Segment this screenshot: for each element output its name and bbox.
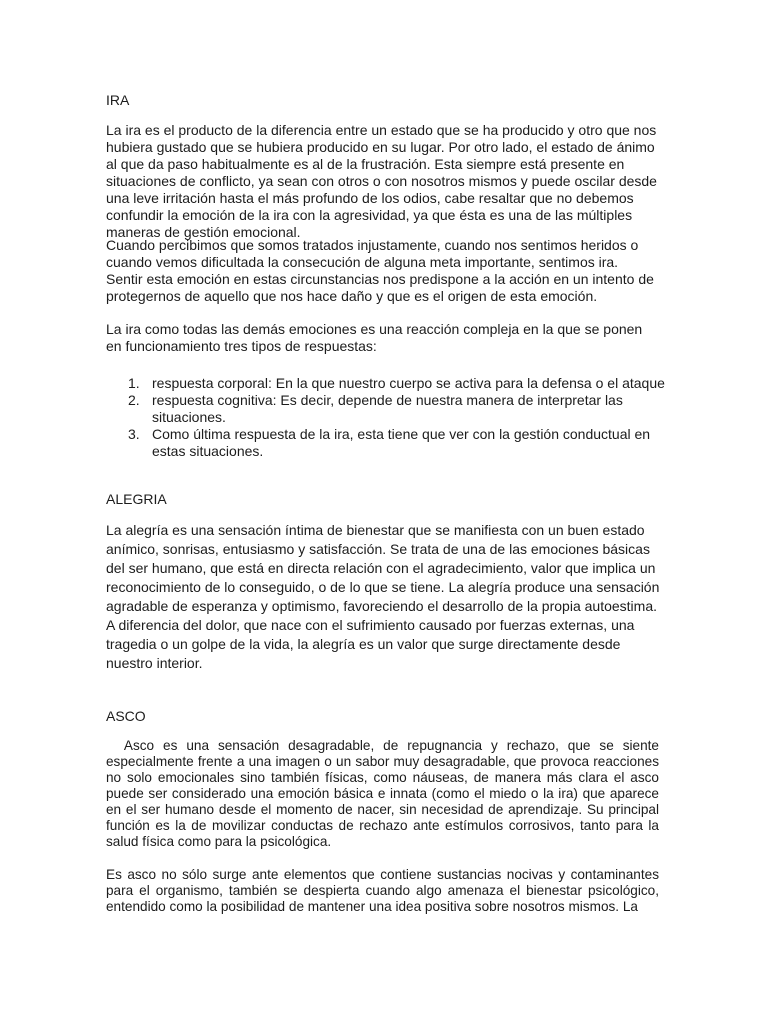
ira-paragraph-1: La ira es el producto de la diferencia entre un estado que se ha producido y otro que nos hubiera gustado que se hubiera producido en su lugar. Por otro lado, el estado de ánimo al que da paso habitualmente es al de la frustración. Esta siempre está presente en situaciones de conflicto, ya sean con otros o con nosotros mismos y puede oscilar desde una leve irritación hasta el más profundo de los odios, cabe resaltar que no debemos confundir la emoción de la ira con la agresividad, ya que ésta es una de las múltiples maneras de gestión emocional. xyxy=(106,122,657,240)
list-item xyxy=(106,426,666,460)
alegria-paragraph-2: A diferencia del dolor, que nace con el sufrimiento causado por fuerzas externas, una tragedia o un golpe de la vida, la alegría es un valor que surge directamente desde nuestro interior. xyxy=(106,617,635,671)
ira-response-list xyxy=(106,375,666,460)
list-item-text: respuesta cognitiva: Es decir, depende de nuestra manera de interpretar las situaciones. xyxy=(152,392,623,425)
asco-body-2 xyxy=(106,867,659,915)
list-item-number: 3. xyxy=(128,426,140,442)
asco-paragraph-1: Asco es una sensación desagradable, de repugnancia y rechazo, que se siente especialmente frente a una imagen o un sabor muy desagradable, que provoca reacciones no solo emocionales sino también físicas, como náuseas, de manera más clara el asco puede ser considerado una emoción básica e innata (como el miedo o la ira) que aparece en el ser humano desde el momento de nacer, sin necesidad de aprendizaje. Su principal función es la de movilizar conductas de rechazo ante estímulos corrosivos, tanto para la salud física como para la psicológica. xyxy=(106,738,663,849)
ira-paragraph-2: Cuando percibimos que somos tratados injustamente, cuando nos sentimos heridos o cuando vemos dificultada la consecución de alguna meta importante, sentimos ira. Sentir esta emoción en estas circunstancias nos predispone a la acción en un intento de protegernos de aquello que nos hace daño y que es el origen de esta emoción. xyxy=(106,237,654,304)
section-heading-alegria: ALEGRIA xyxy=(106,491,167,507)
asco-paragraph-2: Es asco no sólo surge ante elementos que contiene sustancias nocivas y contaminantes para el organismo, también se despierta cuando algo amenaza el bienestar psicológico, entendido como la posibilidad de mantener una idea positiva sobre nosotros mismos. La xyxy=(106,867,659,914)
list-item-number: 2. xyxy=(128,392,140,408)
asco-body-1 xyxy=(106,738,663,850)
list-item-text: Como última respuesta de la ira, esta tiene que ver con la gestión conductual en estas situaciones. xyxy=(152,426,651,459)
list-item-text: respuesta corporal: En la que nuestro cuerpo se activa para la defensa o el ataque xyxy=(152,375,665,391)
section-heading-asco: ASCO xyxy=(106,708,146,724)
alegria-paragraph-1: La alegría es una sensación íntima de bienestar que se manifiesta con un buen estado anímico, sonrisas, entusiasmo y satisfacción. Se trata de una de las emociones básicas del ser humano, que está en directa relación con el agradecimiento, valor que implica un reconocimiento de lo conseguido, o de lo que se tiene. La alegría produce una sensación agradable de esperanza y optimismo, favoreciendo el desarrollo de la propia autoestima. xyxy=(106,522,660,614)
section-heading-ira: IRA xyxy=(106,92,130,108)
list-item xyxy=(106,375,666,392)
list-item-number: 1. xyxy=(128,375,140,391)
list-item xyxy=(106,392,666,426)
alegria-body xyxy=(106,521,666,673)
ira-paragraph-3: La ira como todas las demás emociones es una reacción compleja en la que se ponen en funcionamiento tres tipos de respuestas: xyxy=(106,321,643,354)
